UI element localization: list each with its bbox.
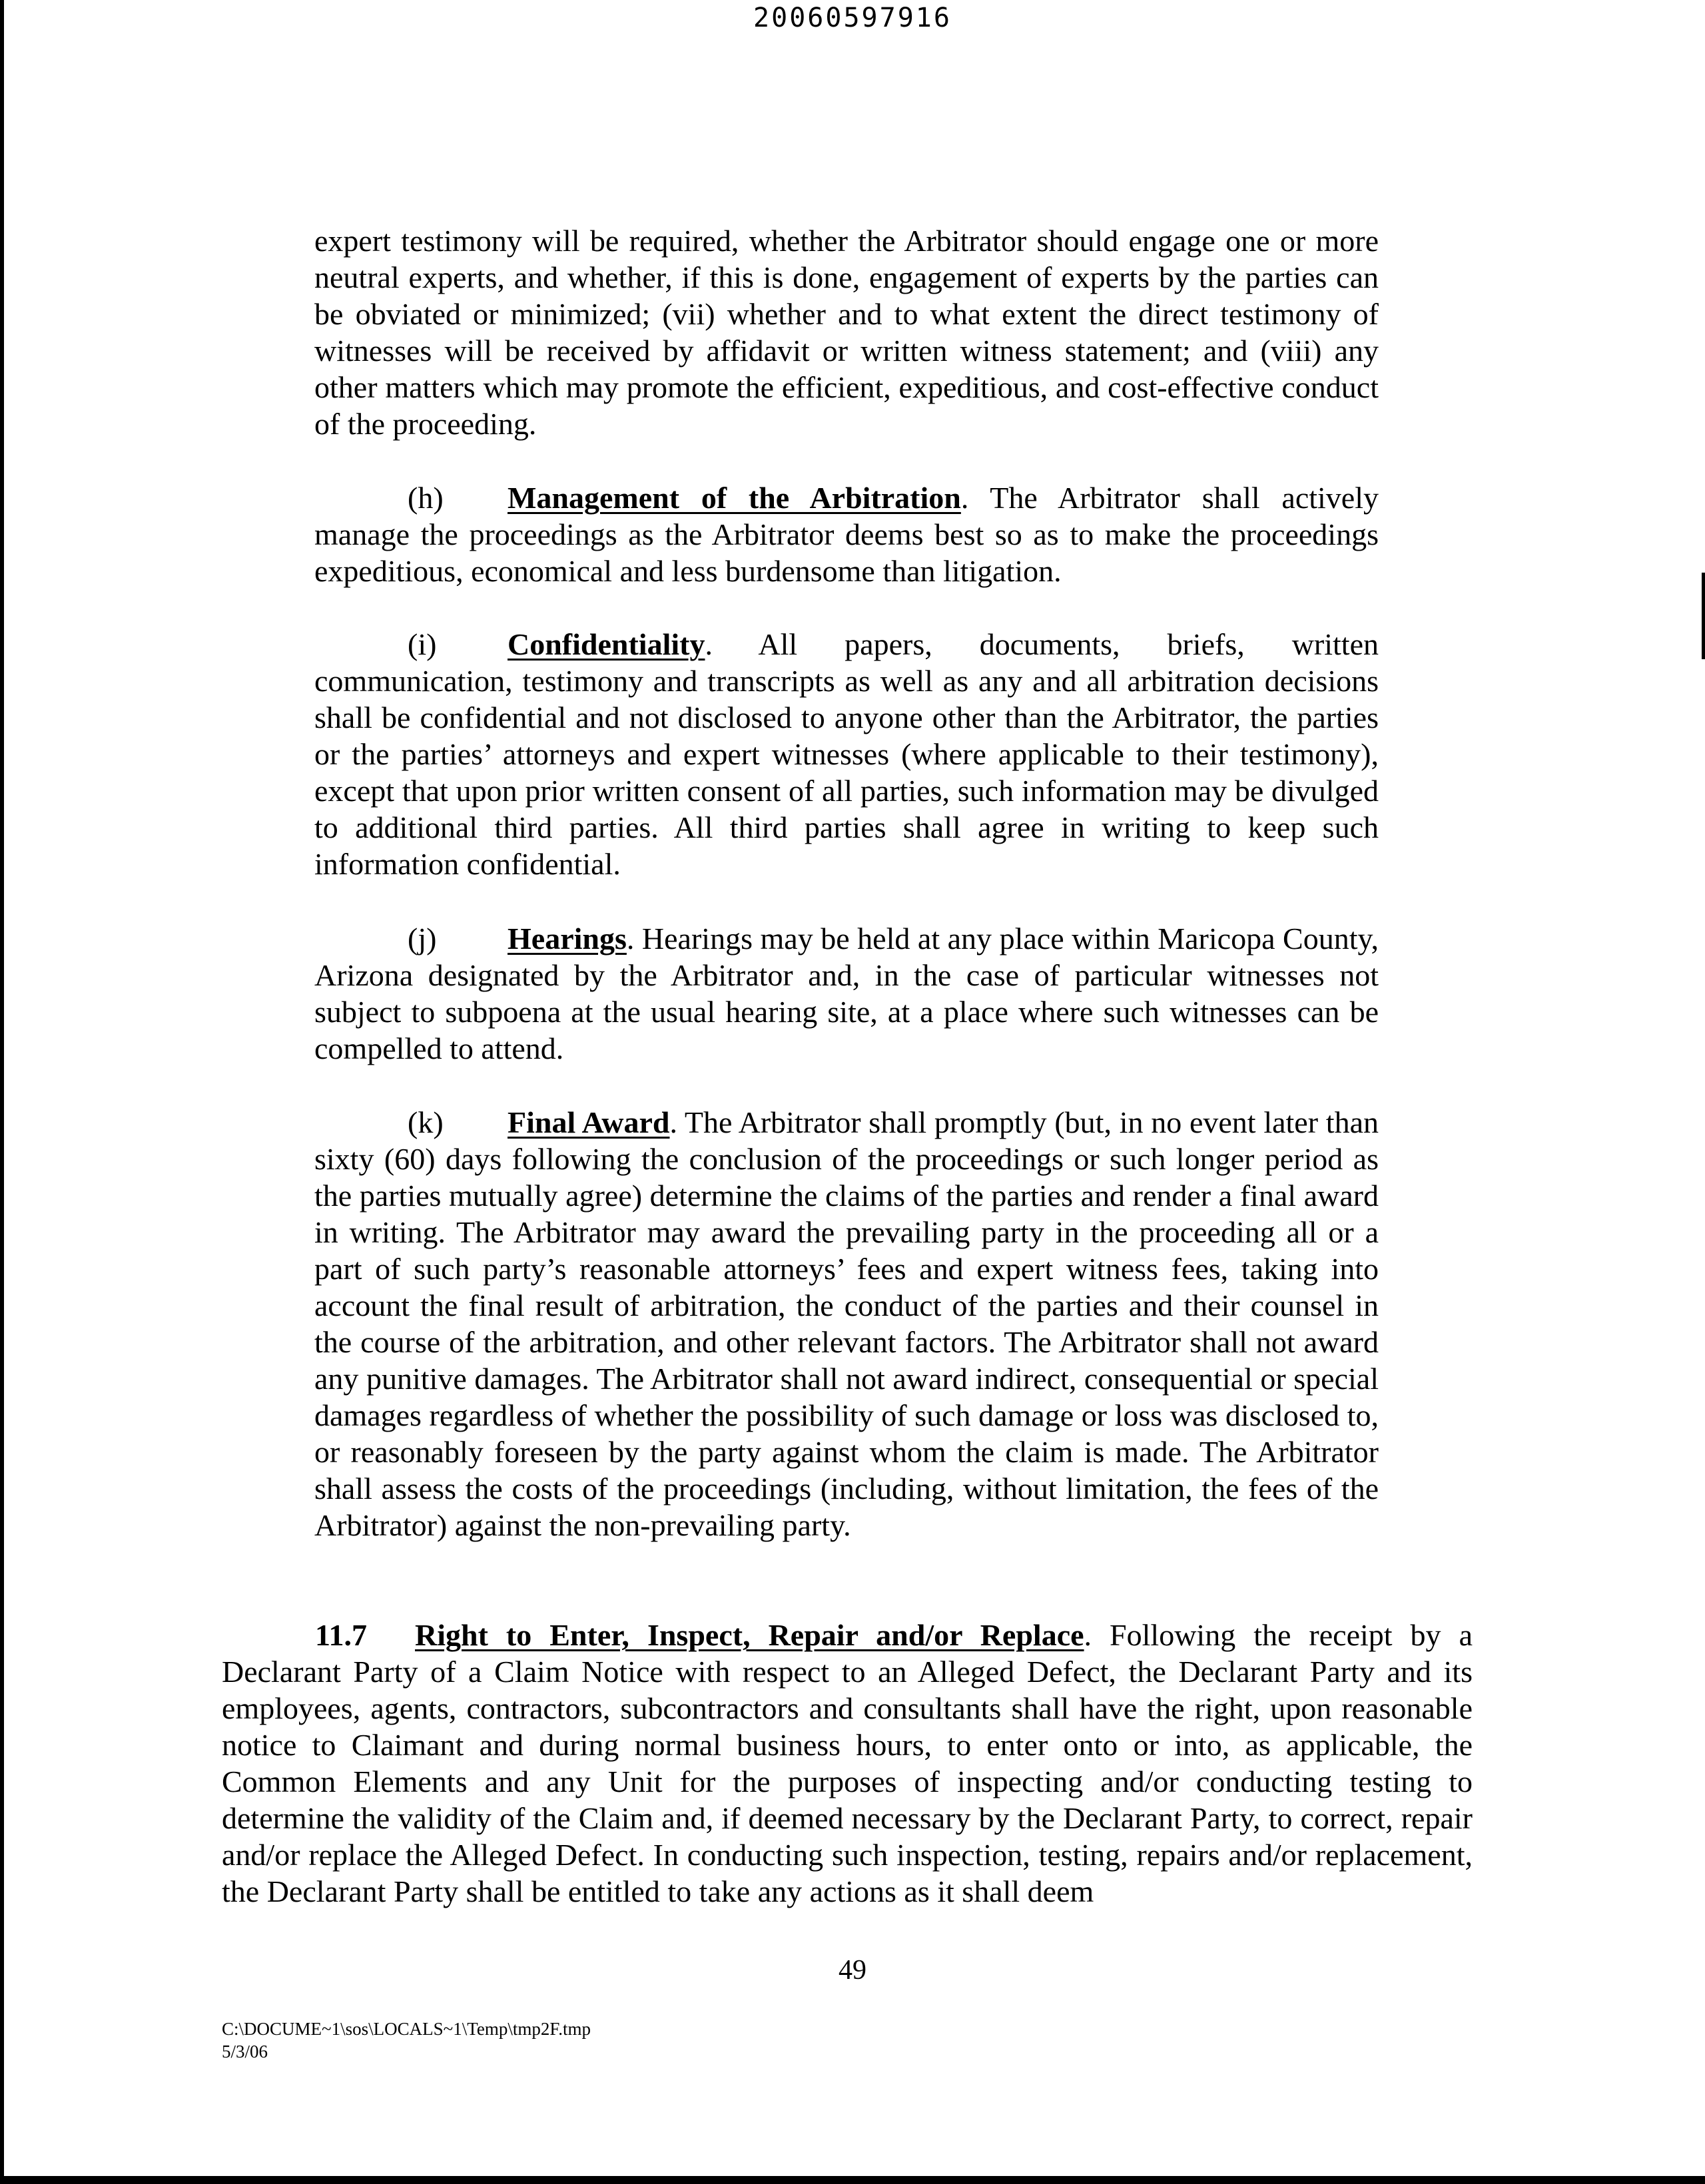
- footer-date: 5/3/06: [222, 2042, 268, 2061]
- footer-file-path: C:\DOCUME~1\sos\LOCALS~1\Temp\tmp2F.tmp: [222, 2019, 591, 2039]
- paragraph-k-text: . The Arbitrator shall promptly (but, in no event later than sixty (60) days following the conclusion of the proceedings or such longer period as the parties mutually agree) determine the claims of the parties and render a final award in writing. The Arbitrator may award the prevailing party in the proceeding all or a part of such party’s reasonable attorneys’ fees and expert witness fees, taking into account the final result of arbitration, the conduct of the parties and their counsel in the course of the arbitration, and other relevant factors. The Arbitrator shall not award any punitive damages. The Arbitrator shall not award indirect, consequential or special damages regardless of whether the possibility of such damage or loss was disclosed to, or reasonably foreseen by the party against whom the claim is made. The Arbitrator shall assess the costs of the proceedings (including, without limitation, the fees of the Arbitrator) against the non-prevailing party.: [314, 1105, 1379, 1542]
- section-11-7: [222, 1617, 1473, 1910]
- document-number: 20060597916: [753, 3, 952, 33]
- paragraph-h-heading: Management of the Arbitration: [508, 481, 961, 515]
- paragraph-h: [314, 479, 1379, 589]
- paragraph-k-heading: Final Award: [508, 1105, 670, 1139]
- paragraph-j: [314, 920, 1379, 1067]
- section-11-7-text: . Following the receipt by a Declarant Party of a Claim Notice with respect to an Alleged Defect, the Declarant Party and its employees, agents, contractors, subcontractors and consultants shall have the right, upon reasonable notice to Claimant and during normal business hours, to enter onto or into, as applicable, the Common Elements and any Unit for the purposes of inspecting and/or conducting testing to determine the validity of the Claim and, if deemed necessary by the Declarant Party, to correct, repair and/or replace the Alleged Defect. In conducting such inspection, testing, repairs and/or replacement, the Declarant Party shall be entitled to take any actions as it shall deem: [222, 1618, 1473, 1908]
- scan-right-mark: [1702, 573, 1705, 659]
- paragraph-j-text: . Hearings may be held at any place within Maricopa County, Arizona designated by the Arbitrator and, in the case of particular witnesses not subject to subpoena at the usual hearing site, at a place where such witnesses can be compelled to attend.: [314, 922, 1379, 1065]
- section-11-7-number: 11.7: [315, 1618, 367, 1652]
- paragraph-j-label: (j): [408, 922, 437, 956]
- paragraph-i-label: (i): [408, 627, 437, 661]
- paragraph-k-label: (k): [408, 1105, 444, 1139]
- paragraph-k: [314, 1104, 1379, 1543]
- paragraph-i: [314, 626, 1379, 882]
- scan-left-border: [0, 0, 4, 2184]
- scan-bottom-border: [0, 2176, 1705, 2184]
- paragraph-intro: [314, 222, 1379, 442]
- paragraph-i-text: . All papers, documents, briefs, written communication, testimony and transcripts as well as any and all arbitration decisions shall be confidential and not disclosed to anyone other than the Arbitrator, the parties or the parties’ attorneys and expert witnesses (where applicable to their testimony), except that upon prior written consent of all parties, such information may be divulged to additional third parties. All third parties shall agree in writing to keep such information confidential.: [314, 627, 1379, 881]
- paragraph-intro-text: expert testimony will be required, whether the Arbitrator should engage one or more neutral experts, and whether, if this is done, engagement of experts by the parties can be obviated or minimized; (vii) whether and to what extent the direct testimony of witnesses will be received by affidavit or written witness statement; and (viii) any other matters which may promote the efficient, expeditious, and cost-effective conduct of the proceeding.: [314, 224, 1379, 441]
- paragraph-j-heading: Hearings: [508, 922, 627, 956]
- paragraph-h-text: . The Arbitrator shall actively manage the proceedings as the Arbitrator deems best so as to make the proceedings expeditious, economical and less burdensome than litigation.: [314, 481, 1379, 588]
- page-number: 49: [839, 1955, 866, 1986]
- footer: [222, 2018, 591, 2063]
- paragraph-i-heading: Confidentiality: [508, 627, 705, 661]
- section-11-7-heading: Right to Enter, Inspect, Repair and/or Replace: [415, 1618, 1084, 1652]
- paragraph-h-label: (h): [408, 481, 444, 515]
